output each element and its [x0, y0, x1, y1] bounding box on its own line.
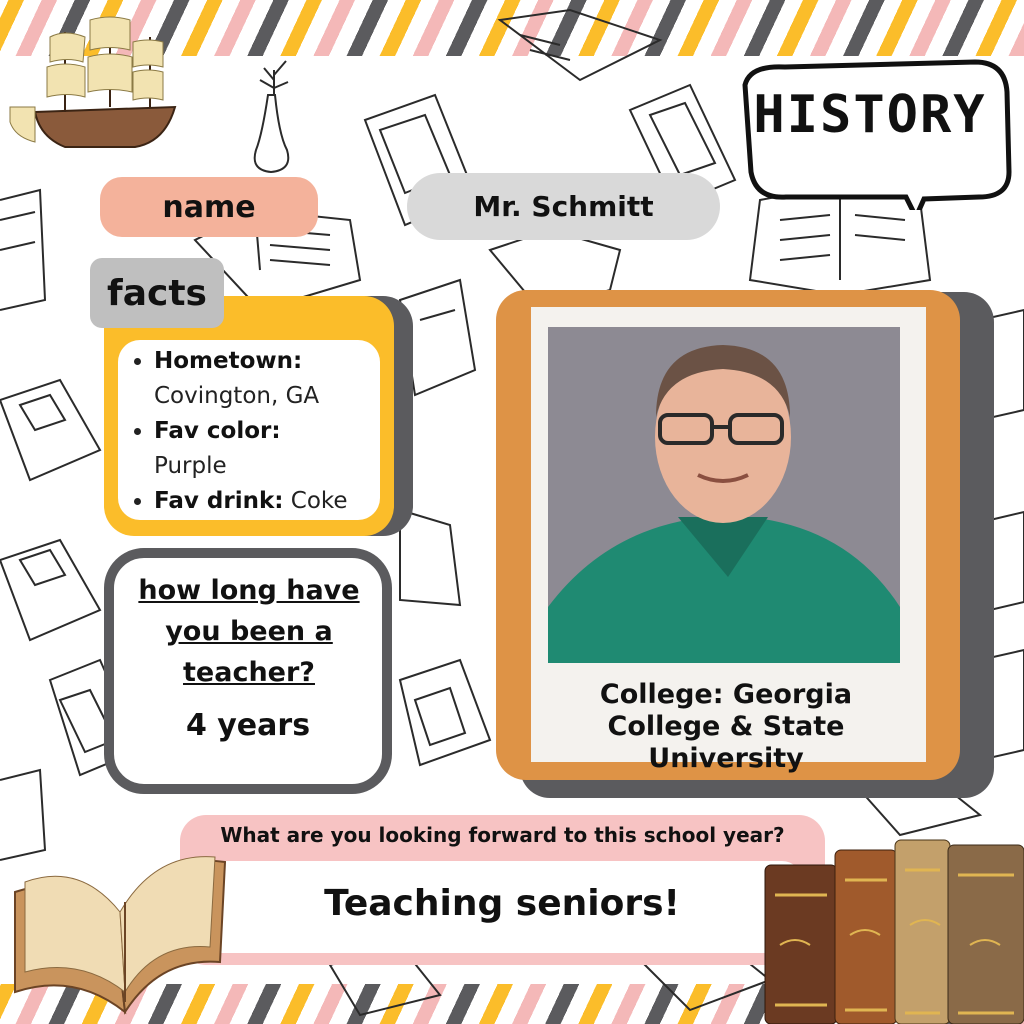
vase-icon — [255, 61, 289, 172]
sailing-ship-icon — [5, 12, 190, 157]
photo-card — [496, 290, 960, 780]
college-caption: College: Georgia College & State University — [599, 679, 853, 774]
book-doodle-icon — [400, 510, 460, 605]
forward-question: What are you looking forward to this school year? — [220, 823, 785, 847]
teaching-question: how long have you been a teacher? — [138, 575, 360, 688]
name-label: name — [100, 177, 318, 237]
subject-badge — [725, 55, 1015, 210]
subject-label: HISTORY — [753, 85, 987, 145]
teacher-name: Mr. Schmitt — [407, 173, 720, 240]
book-stack-icon — [760, 835, 1024, 1024]
teacher-photo — [548, 327, 900, 663]
fact-item-color — [154, 414, 394, 484]
book-doodle-icon — [500, 10, 660, 80]
fact-value: Purple — [154, 453, 227, 479]
forward-card — [180, 815, 825, 965]
open-book-icon — [5, 822, 235, 1022]
forward-answer: Teaching seniors! — [324, 883, 680, 924]
fact-item-drink — [154, 484, 394, 519]
book-doodle-icon — [0, 540, 100, 640]
book-doodle-icon — [0, 190, 45, 310]
book-doodle-icon — [990, 512, 1024, 610]
fact-item-hometown — [154, 344, 394, 414]
teaching-card — [104, 548, 392, 794]
teaching-answer: 4 years — [185, 708, 311, 743]
facts-card-inner — [118, 340, 380, 520]
facts-card — [104, 296, 394, 536]
book-doodle-icon — [0, 380, 100, 480]
polaroid-frame — [531, 307, 926, 774]
facts-label: facts — [90, 258, 224, 328]
fact-key: Hometown: — [154, 348, 303, 374]
fact-key: Fav color: — [154, 418, 281, 444]
fact-key: Fav drink: — [154, 488, 284, 514]
forward-answer-box — [202, 861, 802, 953]
fact-value: Coke — [290, 488, 348, 514]
fact-value: Covington, GA — [154, 383, 320, 409]
book-doodle-icon — [400, 660, 490, 765]
